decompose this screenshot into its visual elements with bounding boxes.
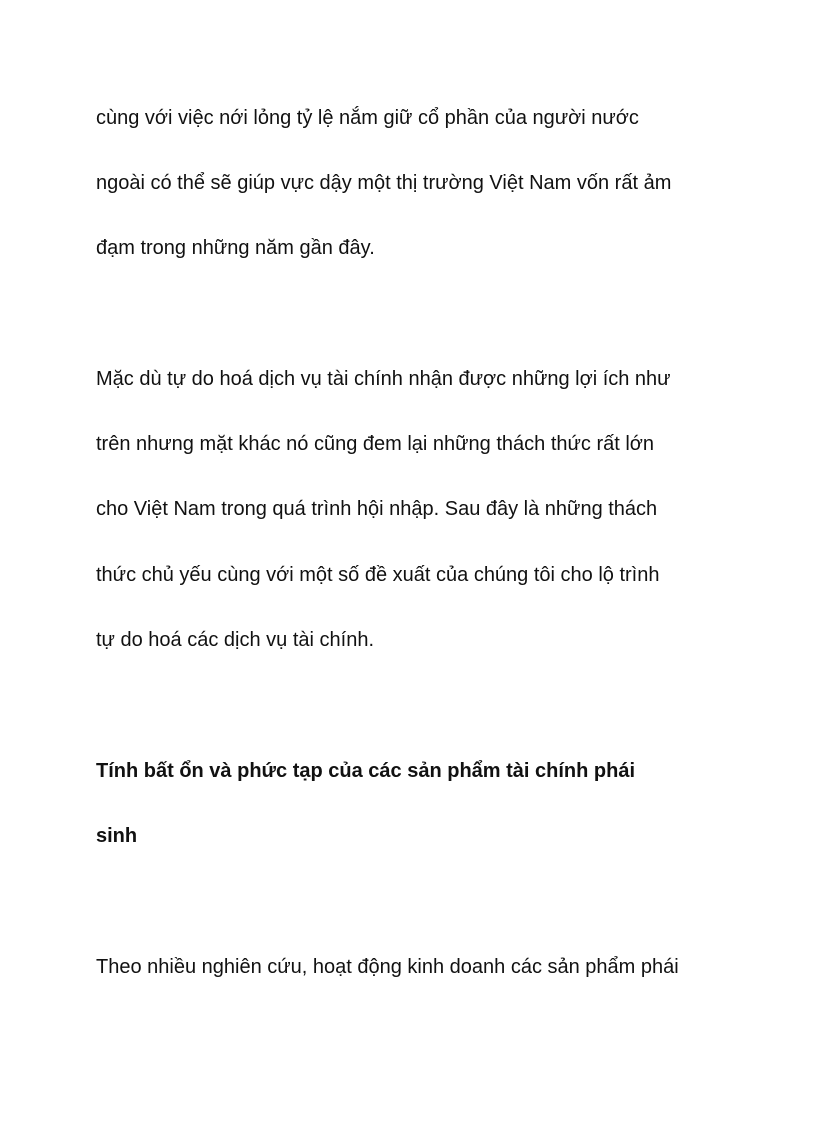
paragraph-3-line-1: Theo nhiều nghiên cứu, hoạt động kinh doanh các sản phẩm phái (96, 956, 679, 978)
section-heading-line-2: sinh (96, 825, 138, 847)
section-heading-line-1: Tính bất ổn và phức tạp của các sản phẩm tài chính phái (96, 760, 636, 782)
paragraph-2-line-3: cho Việt Nam trong quá trình hội nhập. Sau đây là những thách (96, 498, 658, 520)
paragraph-2-line-4: thức chủ yếu cùng với một số đề xuất của chúng tôi cho lộ trình (96, 564, 660, 586)
paragraph-1-line-2: ngoài có thể sẽ giúp vực dậy một thị trường Việt Nam vốn rất ảm (96, 172, 672, 194)
paragraph-1-line-3: đạm trong những năm gần đây. (96, 237, 375, 259)
paragraph-2-line-1: Mặc dù tự do hoá dịch vụ tài chính nhận được những lợi ích như (96, 368, 671, 390)
paragraph-1-line-1: cùng với việc nới lỏng tỷ lệ nắm giữ cổ phần của người nước (96, 107, 639, 129)
paragraph-2-line-2: trên nhưng mặt khác nó cũng đem lại những thách thức rất lớn (96, 433, 655, 455)
paragraph-2-line-5: tự do hoá các dịch vụ tài chính. (96, 629, 374, 651)
